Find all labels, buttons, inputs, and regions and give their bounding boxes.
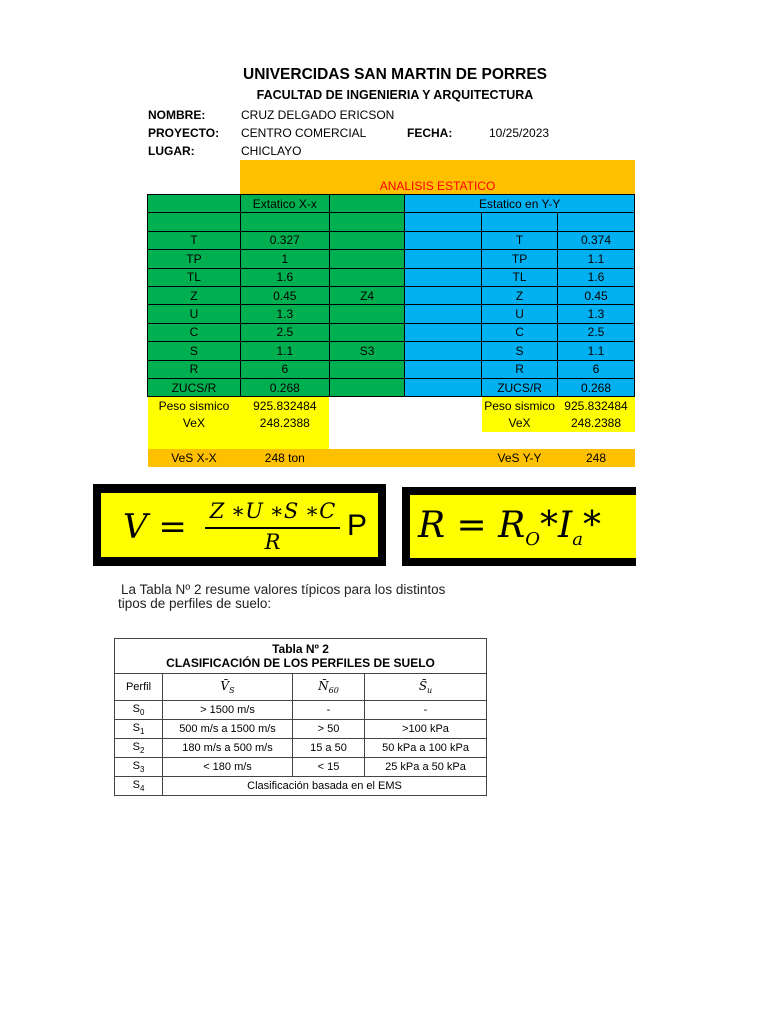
grid-cell [148,432,241,449]
soil-su-cell: - [365,701,487,720]
grid-cell [482,432,558,449]
x-value: 1.3 [240,305,329,323]
peso-label-x: Peso sismico [148,397,241,415]
soil-su-cell: >100 kPa [365,720,487,739]
grid-row [148,342,635,360]
grid-cell [405,268,482,286]
spacer-row [148,432,635,449]
peso-row [148,397,635,415]
su-symbol: S̄ [418,679,428,693]
soil-paragraph [118,583,538,611]
perfil-cell [115,777,163,796]
x-extra [329,378,405,396]
grid-cell [558,432,635,449]
y-param: R [482,360,558,378]
vex-label-x: VeX [148,415,241,432]
x-value: 1.6 [240,268,329,286]
y-param: ZUCS/R [482,378,558,396]
soil-table-title: Tabla Nº 2 [115,639,487,657]
formula-v-denominator: R [264,530,281,554]
perfil-header: Perfil [115,674,163,701]
grid-cell [405,323,482,341]
grid-cell [482,213,558,231]
soil-n60-cell: 15 a 50 [293,739,365,758]
x-extra [329,323,405,341]
formula-v-background [101,493,378,557]
x-value: 0.327 [240,231,329,249]
vex-label-y: VeX [482,415,558,432]
faculty-title: FACULTAD DE INGENIERIA Y ARQUITECTURA [256,88,534,102]
fraction-bar [205,527,340,529]
y-param: C [482,323,558,341]
paragraph-line-2: tipos de perfiles de suelo: [118,596,272,611]
x-extra [329,250,405,268]
grid-cell [240,432,329,449]
perfil-sub: 0 [139,708,145,717]
formula-r-box [402,487,636,566]
soil-row [115,701,487,720]
grid-row [148,360,635,378]
grid-cell [329,432,405,449]
soil-su-cell: 25 kPa a 50 kPa [365,758,487,777]
x-param: TL [148,268,241,286]
grid-cell [405,360,482,378]
grid-row [148,323,635,341]
vex-row [148,415,635,432]
perfil-sub: 2 [139,746,145,755]
formula-v-lhs: V = [123,507,187,547]
y-value: 1.1 [558,250,635,268]
university-title: UNIVERCIDAS SAN MARTIN DE PORRES [243,66,547,83]
perfil-cell [115,701,163,720]
n60-header [293,674,365,701]
y-value: 0.45 [558,286,635,304]
lugar-value: CHICLAYO [241,144,302,158]
grid-row [148,268,635,286]
n60-sub: 60 [328,686,339,695]
formula-v-numerator: Z ∗U ∗S ∗C [209,499,336,523]
proyecto-value: CENTRO COMERCIAL [241,126,367,140]
perfil-symbol: S [132,722,140,734]
grid-header-row [148,195,635,213]
vex-value-y: 248.2388 [558,415,635,432]
perfil-symbol: S [132,703,140,715]
soil-table-subtitle: CLASIFICACIÓN DE LOS PERFILES DE SUELO [115,656,487,674]
grid-cell [329,449,405,466]
x-extra [329,305,405,323]
ves-y-value: 248 [558,449,635,466]
grid-cell [405,250,482,268]
soil-n60-cell: < 15 [293,758,365,777]
soil-row [115,758,487,777]
perfil-symbol: S [132,741,140,753]
soil-vs-cell: > 1500 m/s [163,701,293,720]
formula-v-suffix: P [347,509,368,542]
x-param: R [148,360,241,378]
y-param: U [482,305,558,323]
x-param: S [148,342,241,360]
formula-r-sub-o: O [525,529,541,551]
grid-row [148,305,635,323]
x-param: T [148,231,241,249]
y-param: TL [482,268,558,286]
perfil-symbol: S [132,760,140,772]
paragraph-line-1: La Tabla Nº 2 resume valores típicos para los distintos [121,582,446,597]
analysis-grid [147,194,635,467]
soil-row [115,739,487,758]
perfil-sub: 1 [139,727,145,736]
peso-value-y: 925.832484 [558,397,635,415]
formula-v-box [93,484,386,566]
formula-r-sub-a: a [572,529,583,551]
soil-row [115,777,487,796]
grid-cell [405,397,482,415]
nombre-value: CRUZ DELGADO ERICSON [241,108,395,122]
x-param: ZUCS/R [148,378,241,396]
grid-row [148,378,635,396]
ves-x-value: 248 ton [240,449,329,466]
soil-su-cell: 50 kPa a 100 kPa [365,739,487,758]
x-param: Z [148,286,241,304]
soil-header-row [115,674,487,701]
perfil-symbol: S [132,779,140,791]
grid-cell [329,195,405,213]
grid-cell [148,213,241,231]
y-value: 1.1 [558,342,635,360]
grid-row [148,250,635,268]
fecha-value: 10/25/2023 [489,126,550,140]
soil-merged-cell: Clasificación basada en el EMS [163,777,487,796]
grid-cell [329,397,405,415]
y-header: Estatico en Y-Y [405,195,635,213]
grid-cell [405,415,482,432]
y-value: 2.5 [558,323,635,341]
x-value: 0.268 [240,378,329,396]
formula-r-text: R = R [418,505,526,546]
y-param: TP [482,250,558,268]
analysis-title-band [240,160,635,194]
x-extra: Z4 [329,286,405,304]
grid-cell [405,213,482,231]
grid-cell [405,305,482,323]
vs-symbol: V̄ [220,679,230,693]
grid-cell [405,342,482,360]
grid-row [148,231,635,249]
x-param: TP [148,250,241,268]
soil-vs-cell: 500 m/s a 1500 m/s [163,720,293,739]
grid-empty-row [148,213,635,231]
soil-n60-cell: > 50 [293,720,365,739]
grid-cell [240,213,329,231]
x-extra [329,268,405,286]
ves-row [148,449,635,466]
perfil-cell [115,758,163,777]
soil-row [115,720,487,739]
grid-cell [405,286,482,304]
y-param: Z [482,286,558,304]
x-value: 1.1 [240,342,329,360]
x-header: Extatico X-x [240,195,329,213]
grid-cell [405,378,482,396]
x-value: 1 [240,250,329,268]
formula-r-background [410,495,636,558]
soil-profile-table [114,638,487,796]
grid-cell [148,195,241,213]
soil-vs-cell: < 180 m/s [163,758,293,777]
x-extra [329,360,405,378]
soil-n60-cell: - [293,701,365,720]
formula-r [418,505,601,550]
nombre-label: NOMBRE: [148,108,206,122]
grid-cell [405,231,482,249]
grid-cell [405,449,482,466]
perfil-cell [115,739,163,758]
x-extra: S3 [329,342,405,360]
y-value: 0.268 [558,378,635,396]
perfil-sub: 4 [139,784,145,793]
y-value: 1.6 [558,268,635,286]
vs-header [163,674,293,701]
x-param: C [148,323,241,341]
y-value: 0.374 [558,231,635,249]
x-value: 2.5 [240,323,329,341]
x-extra [329,231,405,249]
formula-r-mid: *I [540,505,573,546]
ves-y-label: VeS Y-Y [482,449,558,466]
perfil-sub: 3 [139,765,145,774]
formula-r-end: * [583,505,601,546]
grid-cell [329,415,405,432]
peso-value-x: 925.832484 [240,397,329,415]
grid-cell [558,213,635,231]
grid-row [148,286,635,304]
vs-sub: S [229,686,235,695]
y-param: T [482,231,558,249]
ves-x-label: VeS X-X [148,449,241,466]
su-header [365,674,487,701]
n60-symbol: N̄ [318,679,329,693]
grid-cell [329,213,405,231]
x-value: 0.45 [240,286,329,304]
static-analysis-sheet [147,160,635,466]
x-value: 6 [240,360,329,378]
lugar-label: LUGAR: [148,144,195,158]
soil-vs-cell: 180 m/s a 500 m/s [163,739,293,758]
y-param: S [482,342,558,360]
y-value: 1.3 [558,305,635,323]
fecha-label: FECHA: [407,126,453,140]
x-param: U [148,305,241,323]
proyecto-label: PROYECTO: [148,126,220,140]
grid-cell [405,432,482,449]
peso-label-y: Peso sismico [482,397,558,415]
y-value: 6 [558,360,635,378]
perfil-cell [115,720,163,739]
vex-value-x: 248.2388 [240,415,329,432]
su-sub: u [427,686,433,695]
analysis-title: ANALISIS ESTATICO [379,179,496,193]
